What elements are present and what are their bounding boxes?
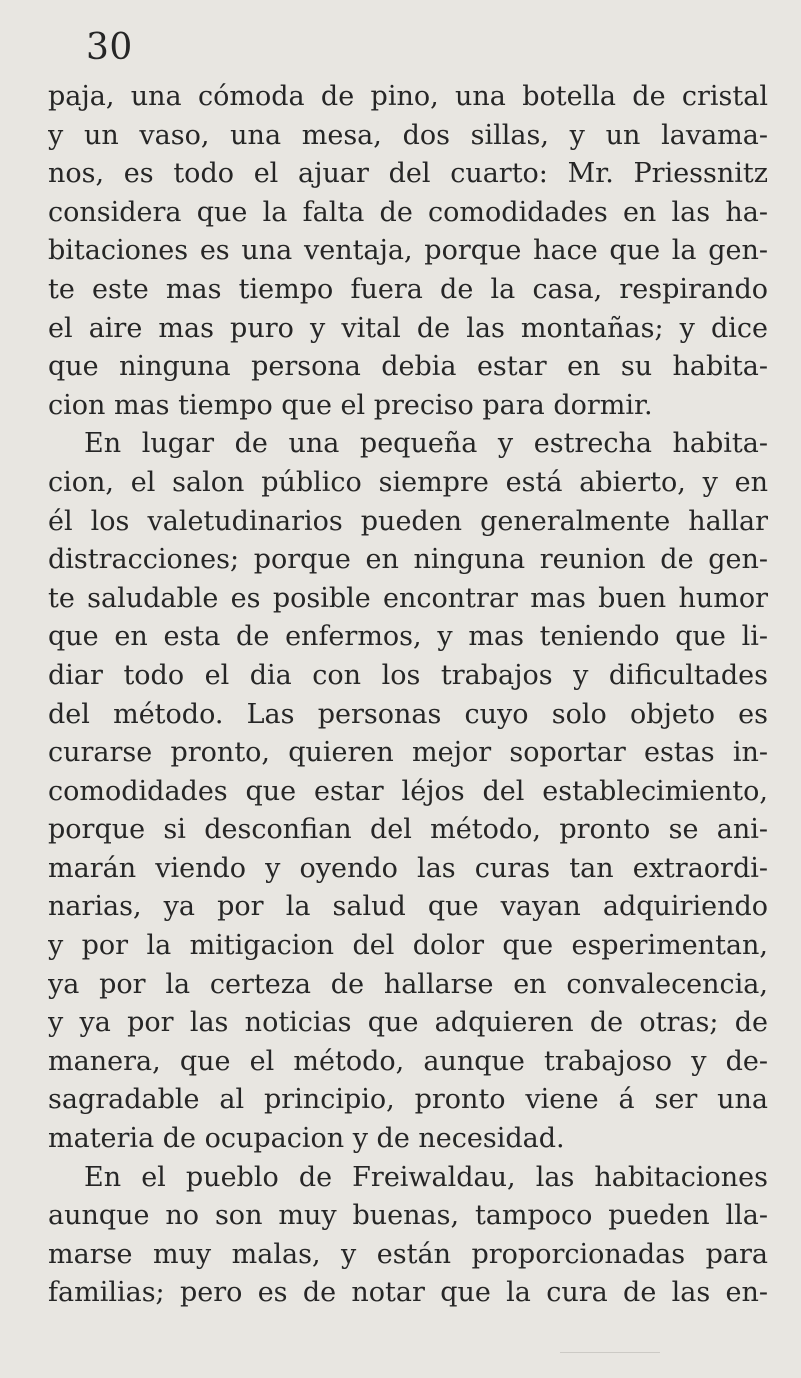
page-number: 30 xyxy=(86,27,133,68)
text-line: y un vaso, una mesa, dos sillas, y un lavama- xyxy=(48,119,768,151)
text-line: porque si desconfian del método, pronto se ani- xyxy=(48,814,768,846)
text-line: él los valetudinarios pueden generalmente hallar xyxy=(48,505,768,537)
text-line: del método. Las personas cuyo solo objeto es xyxy=(48,698,768,730)
text-line: manera, que el método, aunque trabajoso y de- xyxy=(48,1045,768,1077)
text-line: materia de ocupacion y de necesidad. xyxy=(48,1123,565,1155)
text-line-paragraph-start: En lugar de una pequeña y estrecha habita- xyxy=(84,428,768,460)
text-line: te saludable es posible encontrar mas buen humor xyxy=(48,582,768,614)
text-line: paja, una cómoda de pino, una botella de cristal xyxy=(48,81,768,112)
text-line: el aire mas puro y vital de las montañas; y dice xyxy=(48,312,768,344)
text-line: cion mas tiempo que el preciso para dormir. xyxy=(48,389,653,421)
text-line: diar todo el dia con los trabajos y dificultades xyxy=(48,659,768,691)
text-line: familias; pero es de notar que la cura de las en- xyxy=(48,1277,768,1309)
text-line: aunque no son muy buenas, tampoco pueden lla- xyxy=(48,1200,768,1232)
text-line: que en esta de enfermos, y mas teniendo que li- xyxy=(48,621,768,653)
text-line: te este mas tiempo fuera de la casa, respirando xyxy=(48,273,768,305)
text-line: sagradable al principio, pronto viene á ser una xyxy=(48,1084,768,1116)
bottom-rule xyxy=(560,1352,660,1353)
text-line-paragraph-start: En el pueblo de Freiwaldau, las habitaciones xyxy=(84,1161,768,1193)
text-line: y ya por las noticias que adquieren de otras; de xyxy=(48,1007,768,1039)
text-line: distracciones; porque en ninguna reunion de gen- xyxy=(48,544,768,576)
text-line: bitaciones es una ventaja, porque hace que la gen- xyxy=(48,235,768,267)
text-line: considera que la falta de comodidades en las ha- xyxy=(48,196,768,228)
text-line: marán viendo y oyendo las curas tan extraordi- xyxy=(48,852,768,884)
text-line: narias, ya por la salud que vayan adquiriendo xyxy=(48,891,768,923)
text-line: curarse pronto, quieren mejor soportar estas in- xyxy=(48,737,768,769)
text-line: comodidades que estar léjos del establecimiento, xyxy=(48,775,768,807)
text-line: y por la mitigacion del dolor que esperimentan, xyxy=(48,930,768,962)
body-text xyxy=(48,78,768,1313)
text-line: ya por la certeza de hallarse en convalecencia, xyxy=(48,968,768,1000)
text-line: que ninguna persona debia estar en su habita- xyxy=(48,351,768,383)
text-line: cion, el salon público siempre está abierto, y en xyxy=(48,466,768,498)
text-line: nos, es todo el ajuar del cuarto: Mr. Priessnitz xyxy=(48,158,768,190)
text-line: marse muy malas, y están proporcionadas para xyxy=(48,1238,768,1270)
